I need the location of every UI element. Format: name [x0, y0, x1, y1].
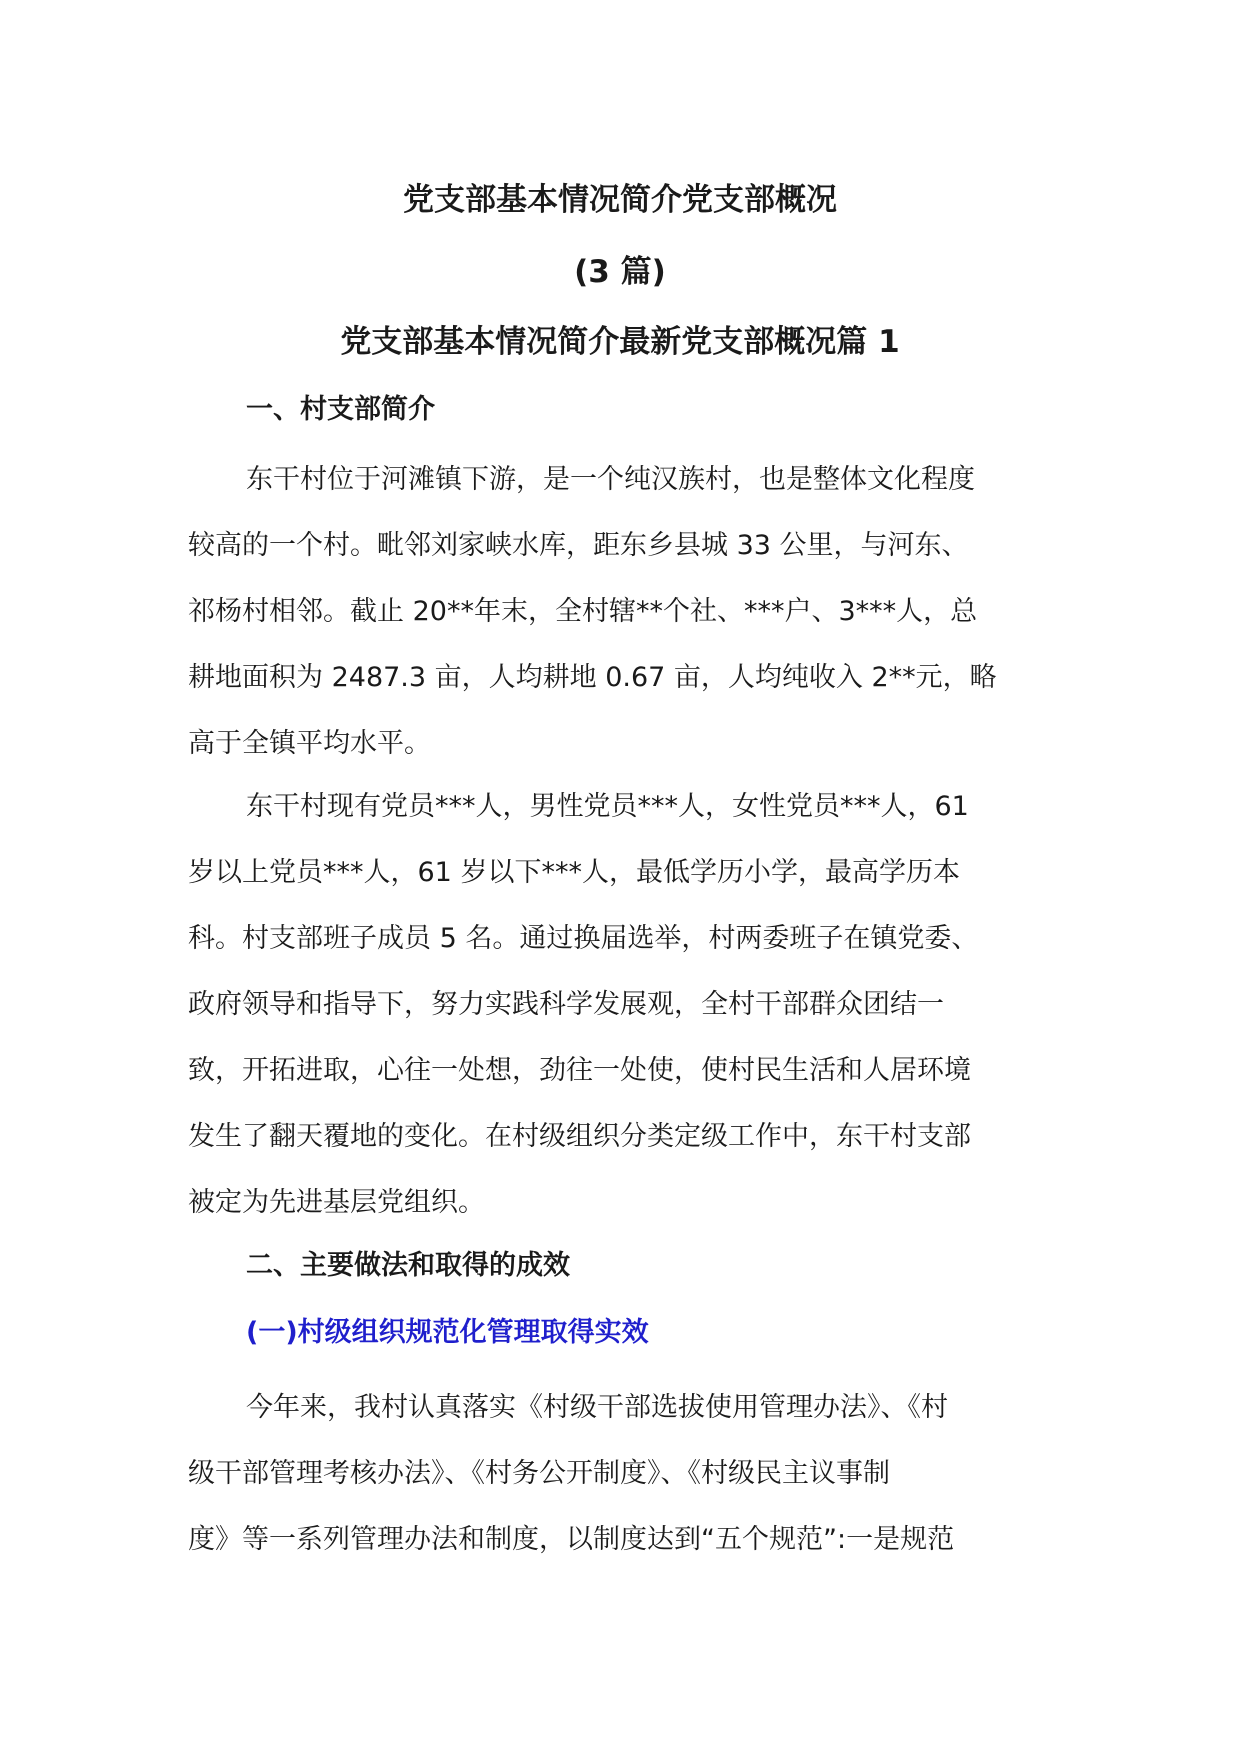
article-title: 党支部基本情况简介最新党支部概况篇 1 — [340, 324, 900, 360]
paragraph-line: 今年来，我村认真落实《村级干部选拔使用管理办法》、《村 — [246, 1392, 948, 1423]
paragraph-line: 较高的一个村。毗邻刘家峡水库，距东乡县城 33 公里，与河东、 — [188, 530, 969, 561]
paragraph-1 — [188, 447, 1048, 777]
paragraph-line: 东干村位于河滩镇下游，是一个纯汉族村，也是整体文化程度 — [246, 464, 975, 495]
paragraph-line: 致，开拓进取，心往一处想，劲往一处使，使村民生活和人居环境 — [188, 1055, 971, 1086]
paragraph-line: 高于全镇平均水平。 — [188, 728, 431, 759]
section-heading-1: 一、村支部简介 — [246, 394, 435, 425]
paragraph-line: 度》等一系列管理办法和制度，以制度达到“五个规范”:一是规范 — [188, 1524, 955, 1555]
paragraph-line: 岁以上党员***人，61 岁以下***人，最低学历小学，最高学历本 — [188, 857, 960, 888]
subsection-heading-1: (一)村级组织规范化管理取得实效 — [246, 1317, 649, 1348]
paragraph-line: 政府领导和指导下，努力实践科学发展观，全村干部群众团结一 — [188, 989, 944, 1020]
paragraph-line: 科。村支部班子成员 5 名。通过换届选举，村两委班子在镇党委、 — [188, 923, 979, 954]
paragraph-3 — [188, 1375, 1048, 1573]
paragraph-line: 被定为先进基层党组织。 — [188, 1187, 485, 1218]
paragraph-2 — [188, 774, 1048, 1236]
paragraph-line: 祁杨村相邻。截止 20**年末，全村辖**个社、***户、3***人，总 — [188, 596, 978, 627]
section-heading-2: 二、主要做法和取得的成效 — [246, 1250, 570, 1281]
paragraph-line: 耕地面积为 2487.3 亩，人均耕地 0.67 亩，人均纯收入 2**元，略 — [188, 662, 997, 693]
document-title-count: (3 篇) — [574, 254, 666, 290]
paragraph-line: 级干部管理考核办法》、《村务公开制度》、《村级民主议事制 — [188, 1458, 890, 1489]
document-title: 党支部基本情况简介党支部概况 — [403, 182, 837, 218]
paragraph-line: 发生了翻天覆地的变化。在村级组织分类定级工作中，东干村支部 — [188, 1121, 971, 1152]
paragraph-line: 东干村现有党员***人，男性党员***人，女性党员***人，61 — [246, 791, 969, 822]
